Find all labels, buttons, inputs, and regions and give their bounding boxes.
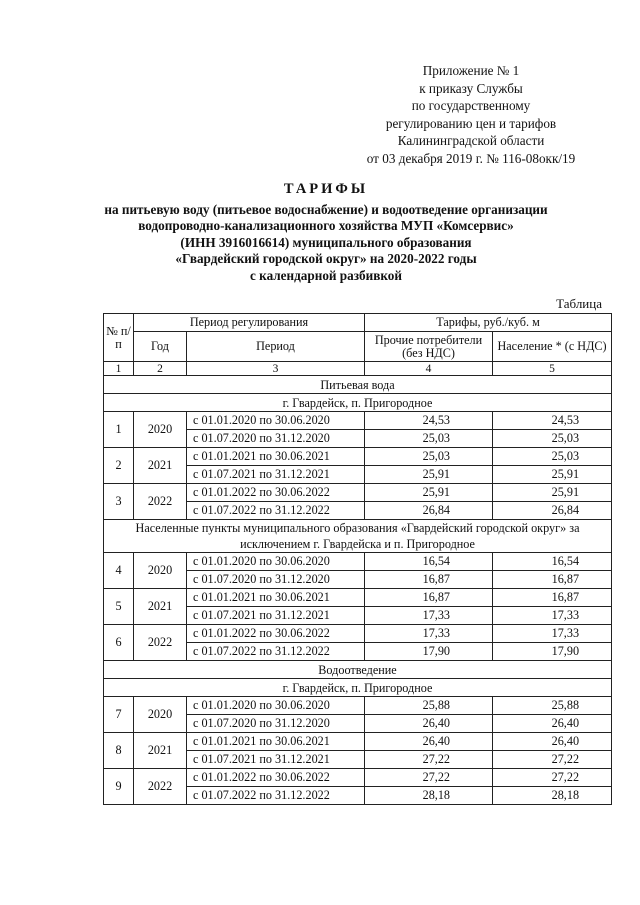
tariff-other: 25,91 — [365, 466, 493, 484]
section-row — [104, 661, 612, 679]
row-period: с 01.07.2020 по 31.12.2020 — [187, 571, 365, 589]
appendix-line: Приложение № 1 — [422, 63, 520, 78]
subsection-title: г. Гвардейск, п. Пригородное — [104, 679, 612, 697]
tariff-population: 17,90 — [493, 643, 612, 661]
tariff-population: 25,91 — [493, 484, 612, 502]
tariff-population: 24,53 — [493, 412, 612, 430]
row-period: с 01.07.2021 по 31.12.2021 — [187, 607, 365, 625]
tariff-other: 17,33 — [365, 607, 493, 625]
tariff-other: 26,40 — [365, 715, 493, 733]
row-period: с 01.07.2020 по 31.12.2020 — [187, 715, 365, 733]
row-period: с 01.07.2020 по 31.12.2020 — [187, 430, 365, 448]
row-number: 7 — [104, 697, 134, 733]
column-number: 1 — [104, 362, 134, 376]
tariff-population: 16,87 — [493, 571, 612, 589]
row-period: с 01.07.2022 по 31.12.2022 — [187, 502, 365, 520]
row-period: с 01.01.2020 по 30.06.2020 — [187, 553, 365, 571]
row-period: с 01.01.2022 по 30.06.2022 — [187, 769, 365, 787]
row-number: 8 — [104, 733, 134, 769]
column-number: 5 — [493, 362, 612, 376]
tariff-other: 16,87 — [365, 571, 493, 589]
row-year: 2022 — [134, 769, 187, 805]
row-period: с 01.07.2022 по 31.12.2022 — [187, 787, 365, 805]
tariff-population: 26,40 — [493, 733, 612, 751]
row-year: 2020 — [134, 697, 187, 733]
title-heading: ТАРИФЫ — [283, 181, 369, 197]
tariff-population: 25,03 — [493, 430, 612, 448]
table-label: Таблица — [556, 296, 602, 311]
tariff-other: 25,03 — [365, 430, 493, 448]
header-population: Население * (с НДС) — [493, 332, 612, 362]
tariff-population: 16,87 — [493, 589, 612, 607]
row-year: 2021 — [134, 733, 187, 769]
tariff-population: 17,33 — [493, 607, 612, 625]
subsection-row — [104, 394, 612, 412]
table-row — [104, 733, 612, 751]
appendix-line: по государственному — [411, 98, 531, 113]
subsection-row — [104, 520, 612, 553]
row-year: 2021 — [134, 448, 187, 484]
table-row — [104, 412, 612, 430]
appendix-line: к приказу Службы — [419, 80, 523, 96]
tariff-other: 26,84 — [365, 502, 493, 520]
row-number: 3 — [104, 484, 134, 520]
table-row — [104, 448, 612, 466]
row-number: 4 — [104, 553, 134, 589]
tariff-other: 25,03 — [365, 448, 493, 466]
header-other-consumers: Прочие потребители (без НДС) — [365, 332, 493, 362]
row-year: 2020 — [134, 553, 187, 589]
header-period-group: Период регулирования — [134, 314, 365, 332]
table-row — [104, 589, 612, 607]
header-num: № п/п — [104, 314, 134, 362]
tariff-population: 28,18 — [493, 787, 612, 805]
tariff-population: 17,33 — [493, 625, 612, 643]
title-line: на питьевую воду (питьевое водоснабжение) и водоотведение организации — [104, 201, 548, 217]
row-number: 9 — [104, 769, 134, 805]
row-number: 2 — [104, 448, 134, 484]
column-number: 4 — [365, 362, 493, 376]
tariff-population: 25,88 — [493, 697, 612, 715]
table-row — [104, 769, 612, 787]
tariff-population: 26,84 — [493, 502, 612, 520]
row-period: с 01.01.2022 по 30.06.2022 — [187, 625, 365, 643]
row-period: с 01.01.2020 по 30.06.2020 — [187, 697, 365, 715]
row-number: 1 — [104, 412, 134, 448]
tariff-other: 17,33 — [365, 625, 493, 643]
column-number: 3 — [187, 362, 365, 376]
appendix-block — [336, 62, 606, 167]
row-period: с 01.07.2021 по 31.12.2021 — [187, 751, 365, 769]
table-row — [104, 697, 612, 715]
tariff-other: 16,87 — [365, 589, 493, 607]
title-line: (ИНН 3916016614) муниципального образования — [180, 234, 472, 250]
table-row — [104, 625, 612, 643]
row-year: 2022 — [134, 484, 187, 520]
row-year: 2022 — [134, 625, 187, 661]
tariff-other: 28,18 — [365, 787, 493, 805]
tariff-population: 25,03 — [493, 448, 612, 466]
tariff-other: 25,91 — [365, 484, 493, 502]
section-title: Водоотведение — [104, 661, 612, 679]
tariff-other: 27,22 — [365, 751, 493, 769]
subsection-title: Населенные пункты муниципального образования «Гвардейский городской округ» за исключением г. Гвардейска и п. Пригородное — [104, 520, 612, 553]
tariff-population: 26,40 — [493, 715, 612, 733]
header-year: Год — [134, 332, 187, 362]
appendix-line: Калининградской области — [397, 133, 545, 148]
row-period: с 01.01.2021 по 30.06.2021 — [187, 589, 365, 607]
tariff-population: 25,91 — [493, 466, 612, 484]
row-period: с 01.01.2022 по 30.06.2022 — [187, 484, 365, 502]
document-title — [40, 181, 612, 285]
subsection-row — [104, 679, 612, 697]
tariff-other: 25,88 — [365, 697, 493, 715]
tariff-population: 27,22 — [493, 769, 612, 787]
tariff-population: 27,22 — [493, 751, 612, 769]
row-period: с 01.07.2022 по 31.12.2022 — [187, 643, 365, 661]
title-line: водопроводно-канализационного хозяйства МУП «Комсервис» — [138, 218, 514, 234]
table-body — [104, 376, 612, 805]
tariff-other: 27,22 — [365, 769, 493, 787]
header-tariff-group: Тарифы, руб./куб. м — [365, 314, 612, 332]
header-period: Период — [187, 332, 365, 362]
tariff-table — [103, 313, 612, 805]
title-line: «Гвардейский городской округ» на 2020-2022 годы — [175, 251, 477, 267]
section-title: Питьевая вода — [104, 376, 612, 394]
column-number: 2 — [134, 362, 187, 376]
row-number: 6 — [104, 625, 134, 661]
tariff-other: 16,54 — [365, 553, 493, 571]
table-row — [104, 484, 612, 502]
row-period: с 01.01.2021 по 30.06.2021 — [187, 733, 365, 751]
tariff-other: 24,53 — [365, 412, 493, 430]
tariff-population: 16,54 — [493, 553, 612, 571]
table-row — [104, 553, 612, 571]
row-year: 2020 — [134, 412, 187, 448]
row-number: 5 — [104, 589, 134, 625]
appendix-line: от 03 декабря 2019 г. № 116-08окк/19 — [366, 150, 576, 166]
row-year: 2021 — [134, 589, 187, 625]
subsection-title: г. Гвардейск, п. Пригородное — [104, 394, 612, 412]
appendix-line: регулированию цен и тарифов — [385, 115, 557, 131]
row-period: с 01.07.2021 по 31.12.2021 — [187, 466, 365, 484]
tariff-other: 26,40 — [365, 733, 493, 751]
row-period: с 01.01.2020 по 30.06.2020 — [187, 412, 365, 430]
section-row — [104, 376, 612, 394]
tariff-other: 17,90 — [365, 643, 493, 661]
row-period: с 01.01.2021 по 30.06.2021 — [187, 448, 365, 466]
title-line: с календарной разбивкой — [250, 267, 402, 283]
